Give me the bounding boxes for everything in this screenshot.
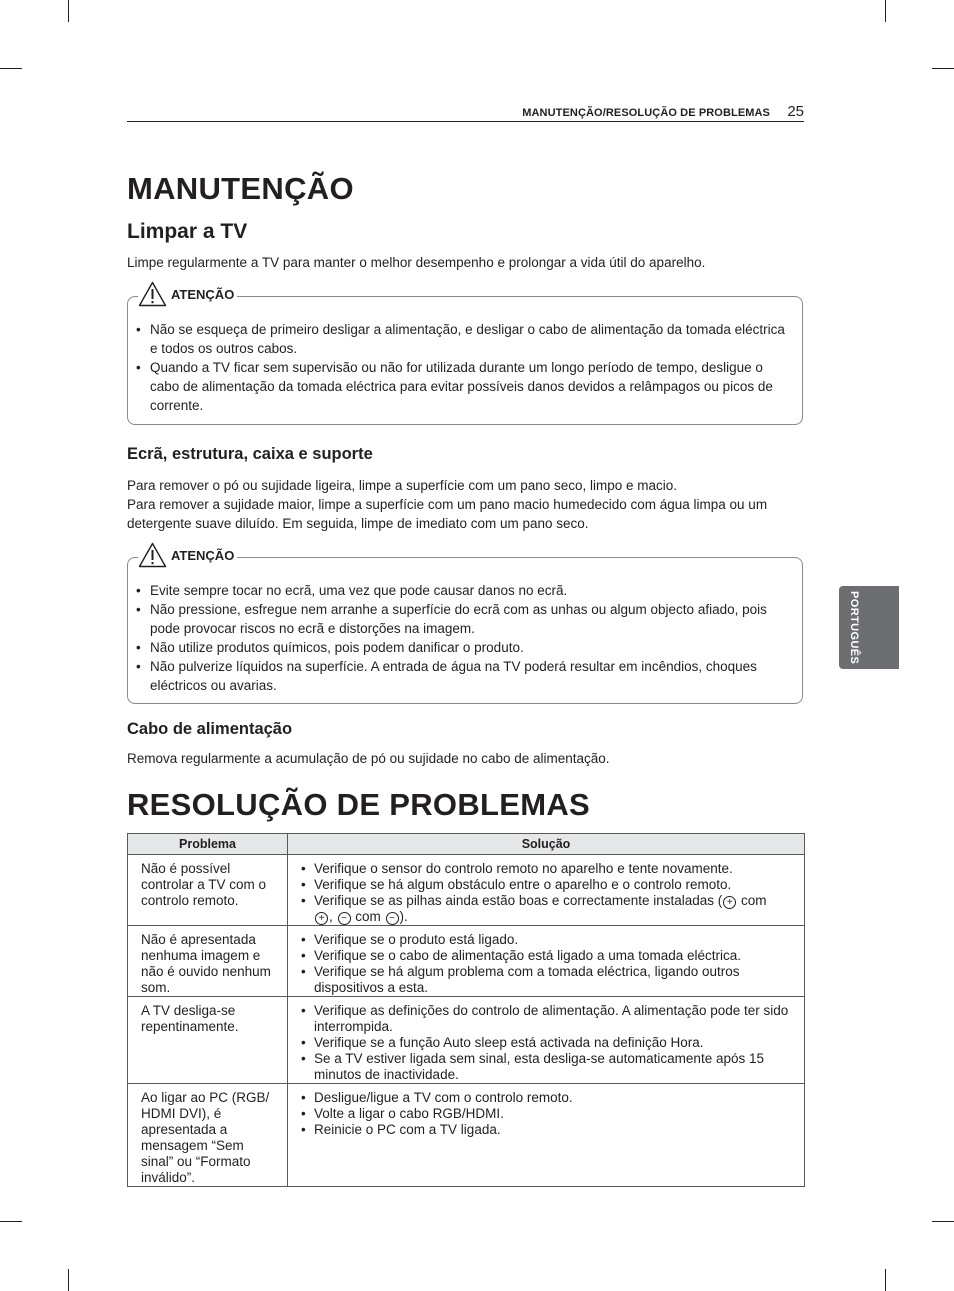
solution-item: • Verifique se o produto está ligado. bbox=[301, 932, 794, 948]
screen-paragraph bbox=[127, 476, 807, 533]
table-row bbox=[128, 855, 805, 926]
header-section-title: MANUTENÇÃO/RESOLUÇÃO DE PROBLEMAS bbox=[522, 107, 770, 119]
cable-heading: Cabo de alimentação bbox=[127, 720, 293, 738]
screen-paragraph-line1: Para remover o pó ou sujidade ligeira, limpe a superfície com um pano seco, limpo e macio. bbox=[127, 478, 678, 493]
crop-mark bbox=[68, 0, 69, 22]
cleaning-intro: Limpe regularmente a TV para manter o melhor desempenho e prolongar a vida útil do aparelho. bbox=[127, 255, 706, 270]
solution-item: • Verifique se a função Auto sleep está activada na definição Hora. bbox=[301, 1035, 794, 1051]
solution-item: • Desligue/ligue a TV com o controlo remoto. bbox=[301, 1090, 794, 1106]
solution-item bbox=[301, 893, 794, 925]
solution-text: , bbox=[329, 909, 337, 924]
solution-item: • Verifique se há algum obstáculo entre o aparelho e o controlo remoto. bbox=[301, 877, 794, 893]
problem-cell: Não é possível controlar a TV com o controlo remoto. bbox=[128, 855, 288, 926]
running-header bbox=[127, 103, 804, 122]
solution-cell bbox=[288, 997, 805, 1084]
caution-list bbox=[136, 320, 791, 415]
warning-icon bbox=[138, 542, 167, 568]
troubleshooting-table bbox=[127, 833, 805, 1187]
table-row bbox=[128, 926, 805, 997]
caution-heading bbox=[138, 542, 237, 568]
warning-icon bbox=[138, 281, 167, 307]
caution-label: ATENÇÃO bbox=[171, 547, 235, 563]
solution-text: Verifique se as pilhas ainda estão boas e correctamente instaladas ( bbox=[314, 893, 723, 908]
solution-item: • Reinicie o PC com a TV ligada. bbox=[301, 1122, 794, 1138]
minus-symbol-icon: − bbox=[386, 912, 399, 925]
table-header-row bbox=[128, 834, 805, 855]
caution-label: ATENÇÃO bbox=[171, 286, 235, 302]
caution-heading bbox=[138, 281, 237, 307]
crop-mark bbox=[885, 1269, 886, 1291]
solution-text: ). bbox=[399, 909, 408, 924]
caution-item: • Não utilize produtos químicos, pois podem danificar o produto. bbox=[136, 638, 791, 657]
solution-item: • Verifique se há algum problema com a tomada eléctrica, ligando outros dispositivos a esta. bbox=[301, 964, 794, 996]
plus-symbol-icon: + bbox=[723, 896, 736, 909]
maintenance-title: MANUTENÇÃO bbox=[127, 171, 354, 206]
solution-cell bbox=[288, 926, 805, 997]
caution-list bbox=[136, 581, 791, 695]
solution-cell bbox=[288, 855, 805, 926]
crop-mark bbox=[0, 68, 22, 69]
crop-mark bbox=[68, 1269, 69, 1291]
minus-symbol-icon: − bbox=[338, 912, 351, 925]
table-row bbox=[128, 997, 805, 1084]
page-number: 25 bbox=[787, 103, 804, 120]
cable-paragraph: Remova regularmente a acumulação de pó ou sujidade no cabo de alimentação. bbox=[127, 751, 610, 766]
language-tab bbox=[839, 586, 899, 669]
troubleshooting-title: RESOLUÇÃO DE PROBLEMAS bbox=[127, 787, 591, 822]
caution-box bbox=[127, 286, 803, 425]
solution-item: • Se a TV estiver ligada sem sinal, esta desliga-se automaticamente após 15 minutos de inactividade. bbox=[301, 1051, 794, 1083]
solution-text: com bbox=[351, 909, 385, 924]
problem-cell: Ao ligar ao PC (RGB/ HDMI DVI), é apresentada a mensagem “Sem sinal” ou “Formato inválido”. bbox=[128, 1084, 288, 1187]
problem-cell: A TV desliga-se repentinamente. bbox=[128, 997, 288, 1084]
column-header-solution: Solução bbox=[288, 834, 805, 855]
solution-cell bbox=[288, 1084, 805, 1187]
crop-mark bbox=[885, 0, 886, 22]
caution-item: • Evite sempre tocar no ecrã, uma vez que pode causar danos no ecrã. bbox=[136, 581, 791, 600]
table-row bbox=[128, 1084, 805, 1187]
problem-cell: Não é apresentada nenhuma imagem e não é ouvido nenhum som. bbox=[128, 926, 288, 997]
caution-item: • Quando a TV ficar sem supervisão ou não for utilizada durante um longo período de tempo, desligue o cabo de alimentação da tomada eléctrica para evitar possíveis danos devidos a relâmpagos ou picos de corrente. bbox=[136, 358, 791, 415]
caution-item: • Não pressione, esfregue nem arranhe a superfície do ecrã com as unhas ou algum objecto afiado, pois pode provocar riscos no ecrã e distorções na imagem. bbox=[136, 600, 791, 638]
plus-symbol-icon: + bbox=[315, 912, 328, 925]
solution-item: • Verifique as definições do controlo de alimentação. A alimentação pode ter sido interrompida. bbox=[301, 1003, 794, 1035]
caution-item: • Não pulverize líquidos na superfície. A entrada de água na TV poderá resultar em incêndios, choques eléctricos ou avarias. bbox=[136, 657, 791, 695]
screen-heading: Ecrã, estrutura, caixa e suporte bbox=[127, 445, 373, 463]
crop-mark bbox=[0, 1221, 22, 1222]
cleaning-subtitle: Limpar a TV bbox=[127, 220, 248, 243]
crop-mark bbox=[932, 1221, 954, 1222]
caution-box bbox=[127, 547, 803, 704]
screen-paragraph-line2: Para remover a sujidade maior, limpe a superfície com um pano macio humedecido com água limpa ou um detergente suave diluído. Em seguida, limpe de imediato com um pano seco. bbox=[127, 497, 768, 531]
solution-item: • Volte a ligar o cabo RGB/HDMI. bbox=[301, 1106, 794, 1122]
solution-item: • Verifique se o cabo de alimentação está ligado a uma tomada eléctrica. bbox=[301, 948, 794, 964]
solution-item: • Verifique o sensor do controlo remoto no aparelho e tente novamente. bbox=[301, 861, 794, 877]
caution-item: • Não se esqueça de primeiro desligar a alimentação, e desligar o cabo de alimentação da tomada eléctrica e todos os outros cabos. bbox=[136, 320, 791, 358]
solution-text: com bbox=[737, 893, 767, 908]
crop-mark bbox=[932, 68, 954, 69]
language-tab-label: PORTUGUÊS bbox=[848, 591, 860, 665]
column-header-problem: Problema bbox=[128, 834, 288, 855]
